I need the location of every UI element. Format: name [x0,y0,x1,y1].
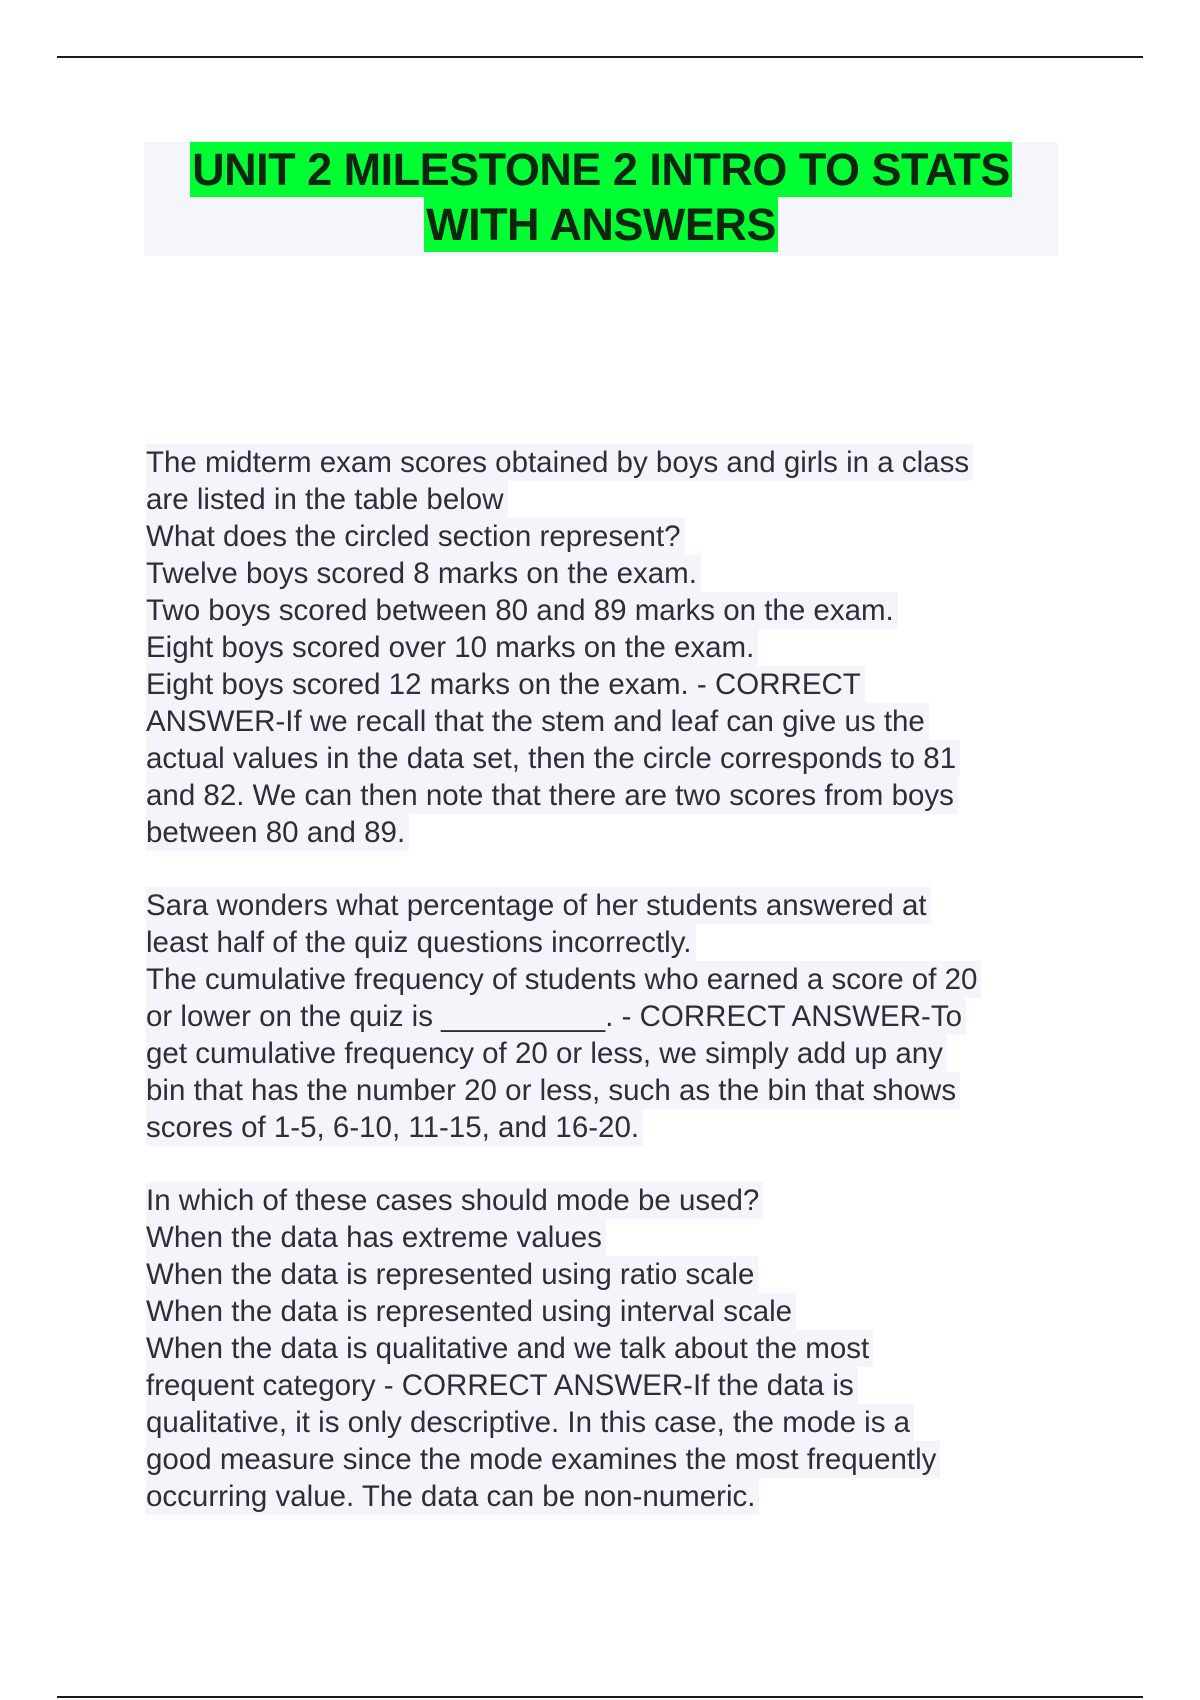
document-title [144,142,1058,256]
text-line: qualitative, it is only descriptive. In this case, the mode is a [146,1404,914,1441]
text-line: In which of these cases should mode be used? [146,1182,763,1219]
bottom-divider [57,1696,1143,1698]
title-line-2: WITH ANSWERS [426,199,776,250]
question-block-2 [146,887,1066,1146]
text-line: good measure since the mode examines the most frequently [146,1441,940,1478]
text-line: between 80 and 89. [146,814,409,851]
text-line: When the data is represented using interval scale [146,1293,796,1330]
text-line: Eight boys scored over 10 marks on the exam. [146,629,758,666]
text-line: When the data is qualitative and we talk about the most [146,1330,873,1367]
text-line: actual values in the data set, then the circle corresponds to 81 [146,740,960,777]
text-line: or lower on the quiz is __________. - CORRECT ANSWER-To [146,998,966,1035]
title-line-1: UNIT 2 MILESTONE 2 INTRO TO STATS [192,144,1010,195]
text-line: scores of 1-5, 6-10, 11-15, and 16-20. [146,1109,643,1146]
document-body [146,444,1066,1551]
text-line: and 82. We can then note that there are two scores from boys [146,777,958,814]
text-line: occurring value. The data can be non-numeric. [146,1478,759,1515]
text-line: The cumulative frequency of students who earned a score of 20 [146,961,981,998]
top-divider [57,56,1143,58]
text-line: The midterm exam scores obtained by boys and girls in a class [146,444,973,481]
text-line: frequent category - CORRECT ANSWER-If the data is [146,1367,858,1404]
text-line: Eight boys scored 12 marks on the exam. - CORRECT [146,666,865,703]
text-line: When the data is represented using ratio scale [146,1256,758,1293]
text-line: least half of the quiz questions incorrectly. [146,924,696,961]
text-line: are listed in the table below [146,481,508,518]
text-line: What does the circled section represent? [146,518,685,555]
text-line: bin that has the number 20 or less, such as the bin that shows [146,1072,960,1109]
question-block-1 [146,444,1066,851]
text-line: get cumulative frequency of 20 or less, we simply add up any [146,1035,947,1072]
text-line: Sara wonders what percentage of her students answered at [146,887,931,924]
text-line: Twelve boys scored 8 marks on the exam. [146,555,701,592]
question-block-3 [146,1182,1066,1515]
text-line: Two boys scored between 80 and 89 marks on the exam. [146,592,898,629]
text-line: ANSWER-If we recall that the stem and leaf can give us the [146,703,929,740]
text-line: When the data has extreme values [146,1219,606,1256]
